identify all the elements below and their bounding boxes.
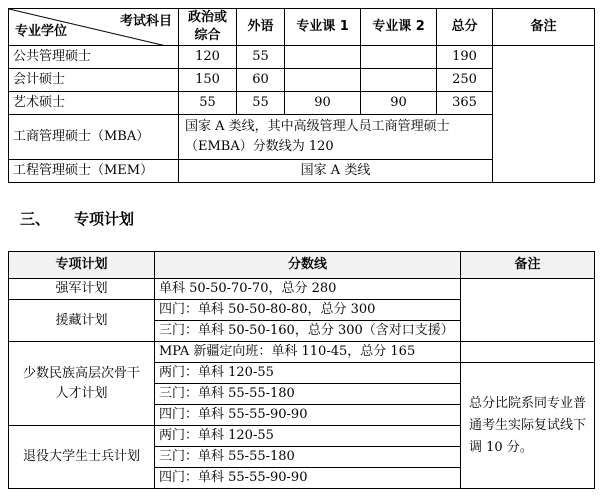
- score-line: 三门：单科 55-55-180: [155, 447, 461, 468]
- mba-score-text: 国家 A 类线，其中高级管理人员工商管理硕士（EMBA）分数线为 120: [179, 115, 493, 160]
- plan-name-veterans: 退役大学生士兵计划: [9, 426, 155, 489]
- corner-bottom-label: 专业学位: [15, 24, 68, 39]
- score-course2: 90: [361, 92, 437, 115]
- score-course1: 90: [285, 92, 361, 115]
- header-plan: 专项计划: [9, 252, 155, 279]
- score-total: 365: [437, 92, 493, 115]
- header-score-line: 分数线: [155, 252, 461, 279]
- score-course1: [285, 69, 361, 92]
- score-politics: 150: [179, 69, 237, 92]
- plan-name-minority: 少数民族高层次骨干人才计划: [9, 342, 155, 426]
- header-course2: 专业课 2: [361, 9, 437, 46]
- degree-name: 会计硕士: [9, 69, 179, 92]
- degree-name: 工商管理硕士（MBA）: [9, 115, 179, 160]
- score-line: MPA 新疆定向班：单科 110-45，总分 165: [155, 342, 461, 363]
- header-remark: 备注: [461, 252, 595, 279]
- mem-score-text: 国家 A 类线: [179, 160, 493, 183]
- score-line: 三门：单科 55-55-180: [155, 384, 461, 405]
- section-heading: [20, 208, 134, 229]
- table-row: [9, 279, 595, 300]
- diagonal-header-cell: [9, 9, 179, 46]
- score-line: 两门：单科 120-55: [155, 363, 461, 384]
- score-total: 250: [437, 69, 493, 92]
- score-course1: [285, 46, 361, 69]
- score-line: 单科 50-50-70-70，总分 280: [155, 279, 461, 300]
- degree-name: 工程管理硕士（MEM）: [9, 160, 179, 183]
- table-row: [9, 46, 595, 69]
- section-title: 专项计划: [74, 210, 135, 228]
- header-total: 总分: [437, 9, 493, 46]
- score-line: 三门：单科 50-50-160，总分 300（含对口支援）: [155, 321, 461, 342]
- score-line: 四门：单科 55-55-90-90: [155, 468, 461, 489]
- header-remark: 备注: [493, 9, 595, 46]
- degree-name: 艺术硕士: [9, 92, 179, 115]
- remark-text: 总分比院系同专业普通考生实际复试线下调 10 分。: [461, 363, 595, 489]
- remark-empty: [461, 342, 595, 363]
- plan-name-qiangjun: 强军计划: [9, 279, 155, 300]
- special-plan-table: [8, 251, 595, 489]
- section-number: 三、: [20, 210, 51, 228]
- table-row: [9, 342, 595, 363]
- remark-empty: [461, 279, 595, 342]
- score-line: 四门：单科 55-55-90-90: [155, 405, 461, 426]
- score-line: 两门：单科 120-55: [155, 426, 461, 447]
- remark-cell: [493, 46, 595, 183]
- score-line: 四门：单科 50-50-80-80，总分 300: [155, 300, 461, 321]
- score-course2: [361, 69, 437, 92]
- header-language: 外语: [237, 9, 285, 46]
- score-language: 55: [237, 46, 285, 69]
- degree-name: 公共管理硕士: [9, 46, 179, 69]
- plan-name-yuanjiang: 援藏计划: [9, 300, 155, 342]
- score-table-professional: [8, 8, 595, 183]
- corner-top-label: 考试科目: [119, 14, 172, 29]
- header-course1: 专业课 1: [285, 9, 361, 46]
- score-politics: 55: [179, 92, 237, 115]
- score-total: 190: [437, 46, 493, 69]
- score-course2: [361, 46, 437, 69]
- score-language: 55: [237, 92, 285, 115]
- score-politics: 120: [179, 46, 237, 69]
- score-language: 60: [237, 69, 285, 92]
- header-politics: 政治或综合: [179, 9, 237, 46]
